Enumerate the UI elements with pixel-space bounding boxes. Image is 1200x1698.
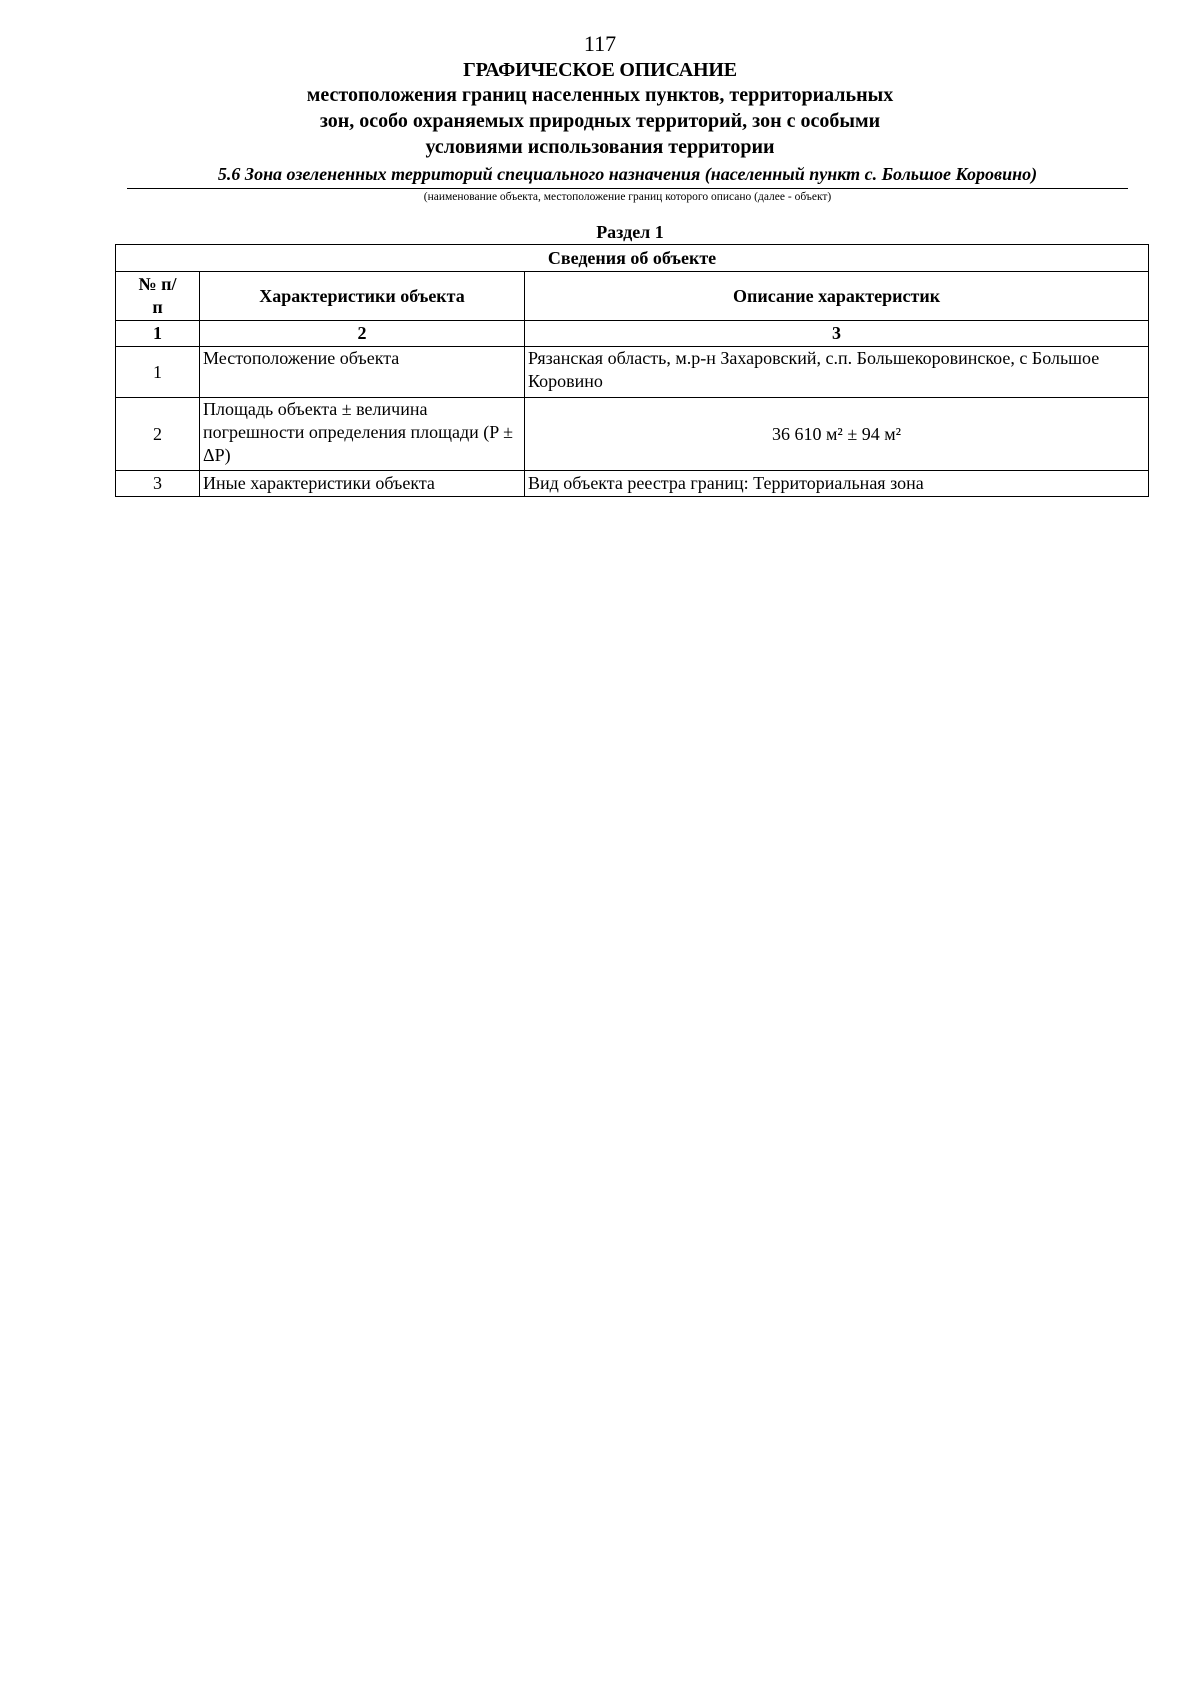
page-number: 117 (583, 31, 617, 56)
header-characteristics: Характеристики объекта (200, 272, 525, 321)
table-row (116, 471, 1149, 497)
row-number: 1 (116, 347, 200, 398)
column-index-2: 2 (200, 321, 525, 347)
table-header-row (116, 272, 1149, 321)
header-number: № п/п (116, 272, 200, 321)
row-characteristic: Площадь объекта ± величина погрешности определения площади (P ± ΔP) (200, 398, 525, 471)
table-caption-row (116, 245, 1149, 272)
document-subtitle-line-1: местоположения границ населенных пунктов, территориальных (306, 84, 894, 106)
row-characteristic: Иные характеристики объекта (200, 471, 525, 497)
document-subtitle-line-3: условиями использования территории (425, 136, 775, 158)
table-index-row (116, 321, 1149, 347)
object-name-caption: (наименование объекта, местоположение границ которого описано (далее - объект) (423, 191, 832, 203)
row-characteristic: Местоположение объекта (200, 347, 525, 398)
object-name: 5.6 Зона озелененных территорий специального назначения (населенный пункт с. Большое Коровино) (217, 164, 1038, 184)
document-subtitle-line-2: зон, особо охраняемых природных территорий, зон с особыми (319, 110, 881, 132)
row-description: Вид объекта реестра границ: Территориальная зона (525, 471, 1149, 497)
object-info-table (115, 244, 1149, 497)
row-number: 2 (116, 398, 200, 471)
column-index-3: 3 (525, 321, 1149, 347)
object-name-underline (127, 188, 1128, 189)
section-label: Раздел 1 (596, 222, 664, 242)
column-index-1: 1 (116, 321, 200, 347)
row-number: 3 (116, 471, 200, 497)
table-row (116, 398, 1149, 471)
table-row (116, 347, 1149, 398)
header-description: Описание характеристик (525, 272, 1149, 321)
row-description: 36 610 м² ± 94 м² (525, 398, 1149, 471)
table-caption: Сведения об объекте (116, 245, 1149, 272)
row-description: Рязанская область, м.р-н Захаровский, с.п. Большекоровинское, с Большое Коровино (525, 347, 1149, 398)
document-title: ГРАФИЧЕСКОЕ ОПИСАНИЕ (463, 59, 737, 81)
